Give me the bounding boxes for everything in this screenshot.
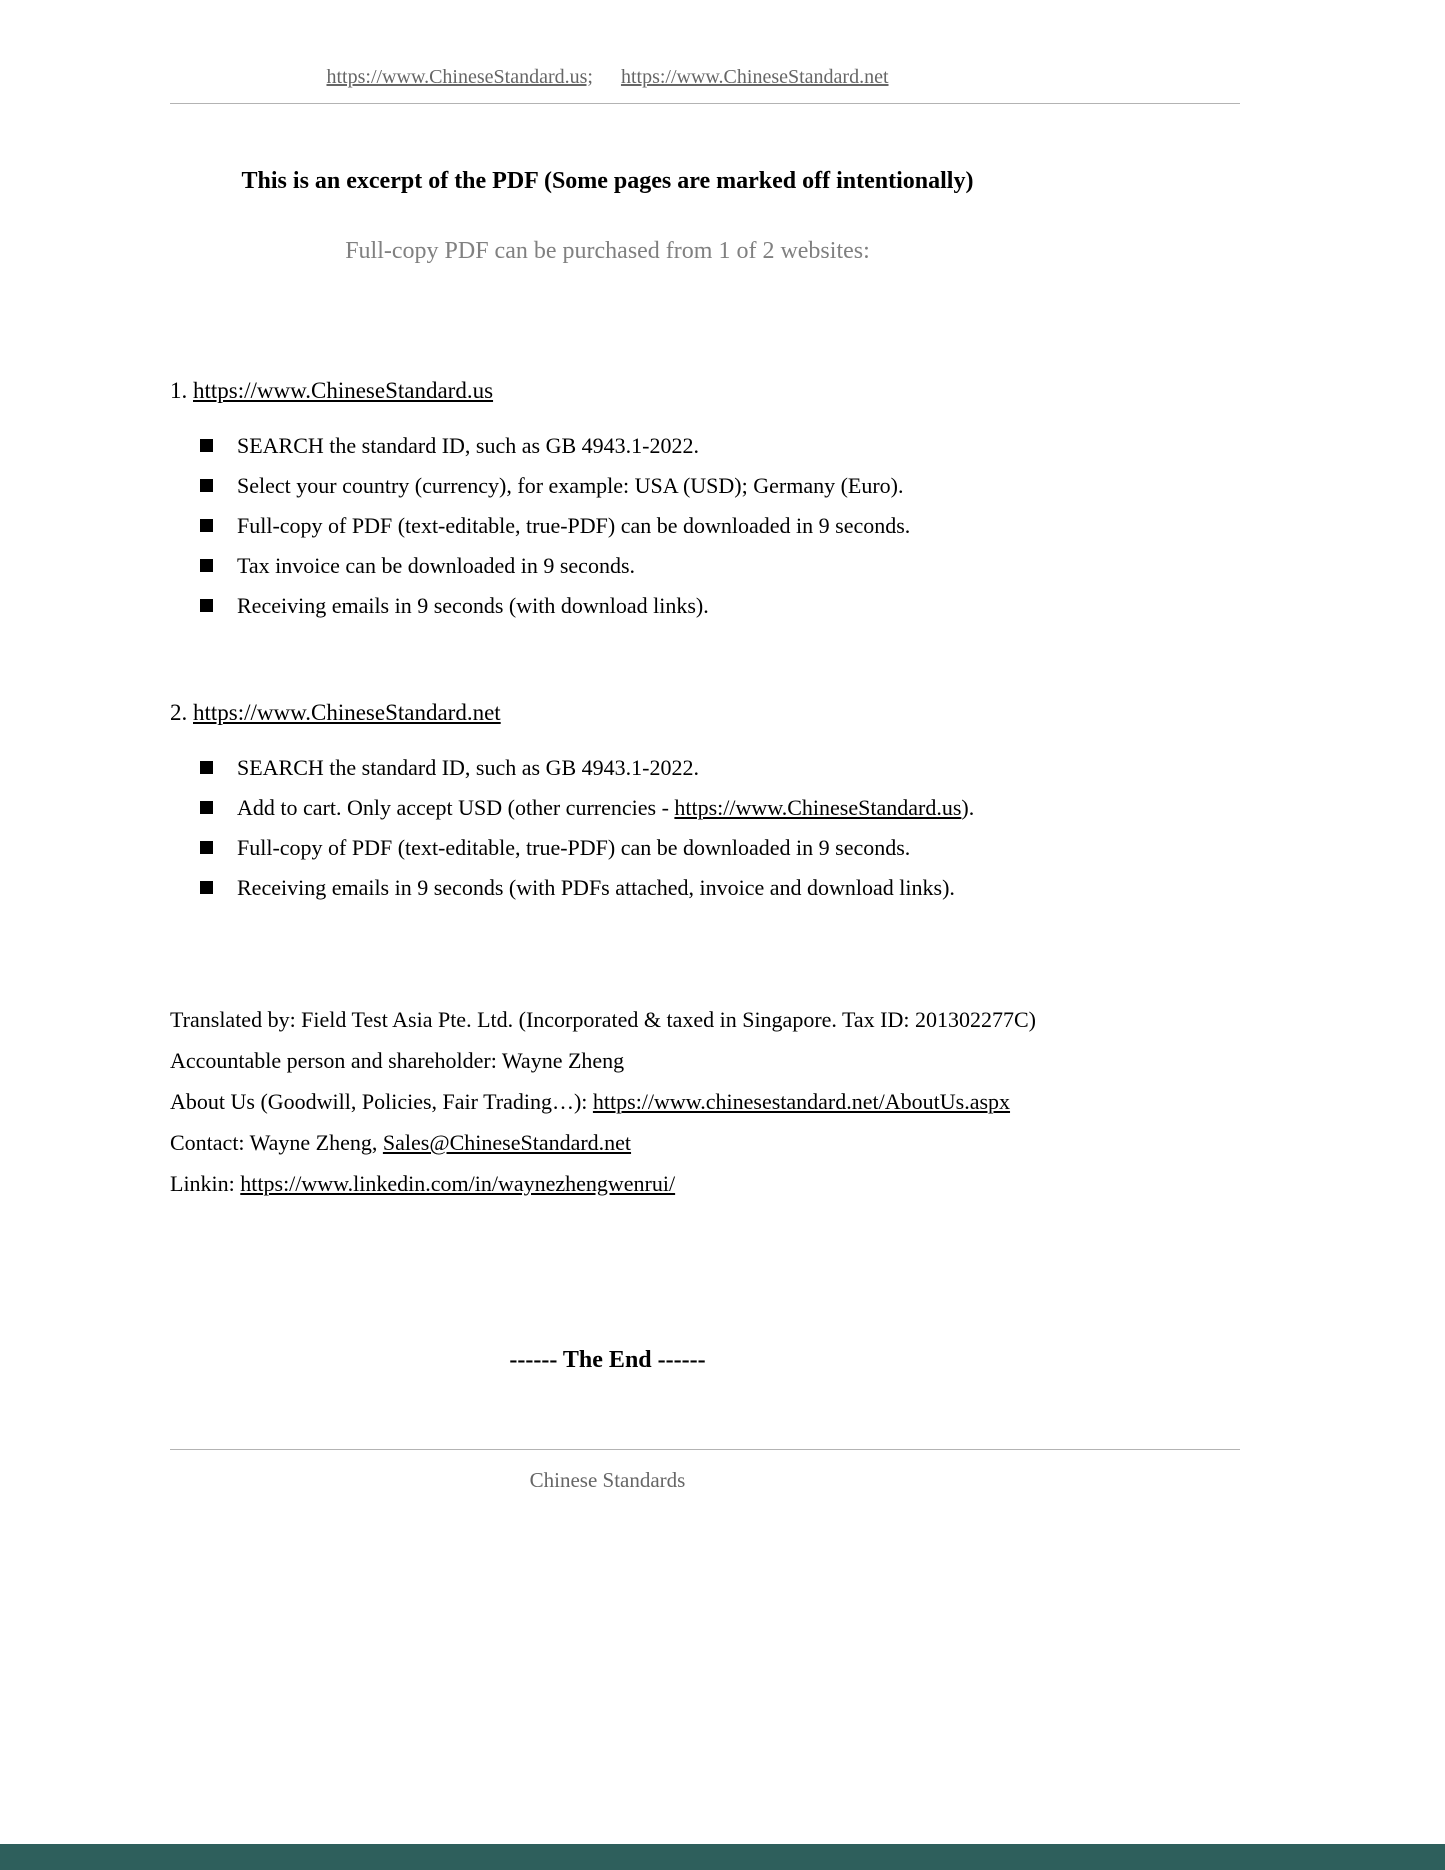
accountable-person-line: Accountable person and shareholder: Wayne Zheng (170, 1048, 625, 1073)
section-2-number: 2. (170, 700, 188, 725)
end-marker: ------ The End ------ (509, 1347, 706, 1373)
header (170, 66, 1045, 89)
bullet-square-icon (200, 599, 213, 612)
linkedin-label: Linkin: (170, 1171, 241, 1196)
list-item-text: Receiving emails in 9 seconds (with PDFs attached, invoice and download links). (237, 875, 955, 900)
list-item-text: Full-copy of PDF (text-editable, true-PDF) can be downloaded in 9 seconds. (237, 513, 911, 538)
contact-line (170, 1122, 1045, 1163)
bullet-square-icon (200, 519, 213, 532)
footer-text: Chinese Standards (529, 1468, 686, 1492)
company-info (170, 999, 1045, 1204)
linkedin-line (170, 1163, 1045, 1204)
about-us-label: About Us (Goodwill, Policies, Fair Trading…): (170, 1089, 593, 1114)
list-item (170, 594, 1045, 617)
list-item (170, 434, 1045, 457)
inline-link-chinesestandard-us[interactable]: https://www.ChineseStandard.us (674, 795, 962, 820)
list-item-text: SEARCH the standard ID, such as GB 4943.1-2022. (237, 433, 699, 458)
list-item (170, 474, 1045, 497)
list-item (170, 514, 1045, 537)
section-2-list (170, 756, 1045, 916)
list-item-text: Tax invoice can be downloaded in 9 seconds. (237, 553, 636, 578)
translated-by-line: Translated by: Field Test Asia Pte. Ltd. (Incorporated & taxed in Singapore. Tax ID: 201302277C) (170, 1007, 1037, 1032)
bullet-square-icon (200, 439, 213, 452)
linkedin-link[interactable]: https://www.linkedin.com/in/waynezhengwenrui/ (240, 1171, 676, 1196)
bullet-square-icon (200, 761, 213, 774)
bullet-square-icon (200, 881, 213, 894)
section-2-heading (170, 700, 1045, 726)
contact-label: Contact: Wayne Zheng, (170, 1130, 383, 1155)
bullet-square-icon (200, 841, 213, 854)
footer-divider (170, 1449, 1240, 1450)
list-item-text: Select your country (currency), for example: USA (USD); Germany (Euro). (237, 473, 904, 498)
bullet-square-icon (200, 479, 213, 492)
footer-bar (0, 1844, 1445, 1870)
list-item (170, 756, 1045, 779)
section-1-heading (170, 378, 1045, 404)
bullet-square-icon (200, 559, 213, 572)
contact-email-link[interactable]: Sales@ChineseStandard.net (382, 1130, 632, 1155)
list-item-text: Full-copy of PDF (text-editable, true-PDF) can be downloaded in 9 seconds. (237, 835, 911, 860)
section-1-list (170, 434, 1045, 634)
list-item (170, 554, 1045, 577)
header-link-chinesestandard-net[interactable]: https://www.ChineseStandard.net (620, 66, 889, 88)
section-1-number: 1. (170, 378, 188, 403)
list-item-text: SEARCH the standard ID, such as GB 4943.1-2022. (237, 755, 699, 780)
about-us-line (170, 1081, 1045, 1122)
list-item-text: ). (961, 795, 975, 820)
list-item-text: Add to cart. Only accept USD (other currencies - (237, 795, 675, 820)
page-title: This is an excerpt of the PDF (Some pages are marked off intentionally) (241, 168, 974, 194)
list-item (170, 836, 1045, 859)
about-us-link[interactable]: https://www.chinesestandard.net/AboutUs.aspx (592, 1089, 1011, 1114)
header-divider (170, 103, 1240, 104)
section-2-link[interactable]: https://www.ChineseStandard.net (193, 700, 501, 725)
list-item (170, 796, 1045, 819)
page-subtitle: Full-copy PDF can be purchased from 1 of 2 websites: (345, 238, 870, 264)
header-link-chinesestandard-us[interactable]: https://www.ChineseStandard.us; (326, 66, 593, 88)
list-item-text: Receiving emails in 9 seconds (with download links). (237, 593, 709, 618)
section-1-link[interactable]: https://www.ChineseStandard.us (193, 378, 494, 403)
bullet-square-icon (200, 801, 213, 814)
list-item (170, 876, 1045, 899)
